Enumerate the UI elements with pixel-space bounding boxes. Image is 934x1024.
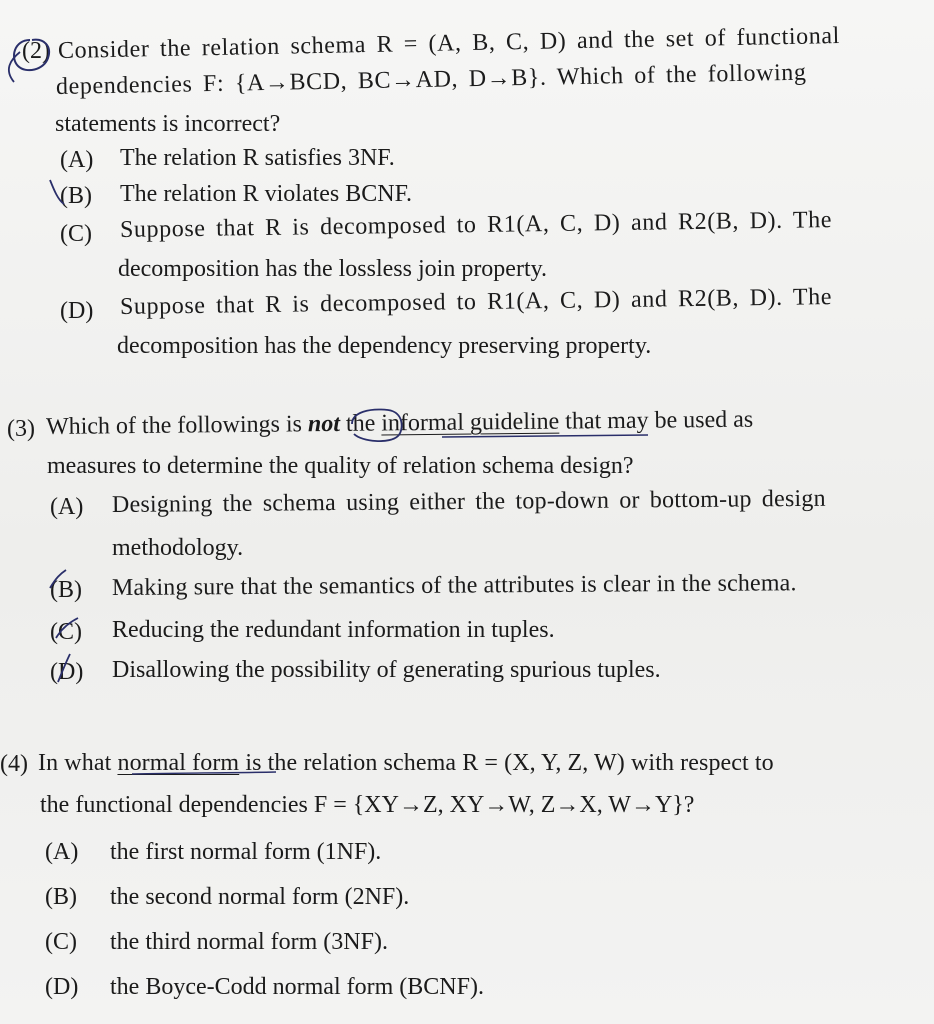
option-text: The relation R violates BCNF. xyxy=(120,181,413,207)
emphasis-not: not xyxy=(307,410,341,438)
option-text: Disallowing the possibility of generating spurious tuples. xyxy=(112,657,661,683)
option-text: decomposition has the lossless join property. xyxy=(118,256,548,282)
question-stem-line: measures to determine the quality of relation schema design? xyxy=(47,453,634,479)
option-label: (A) xyxy=(50,494,84,520)
stem-text: is the relation schema R = (X, Y, Z, W) with respect to xyxy=(245,750,774,776)
option-text: Designing the schema using either the top-down or bottom-up design xyxy=(111,485,826,518)
option-text: decomposition has the dependency preserving property. xyxy=(117,333,652,359)
option-text: Suppose that R is decomposed to R1(A, C, D) and R2(B, D). The xyxy=(119,207,833,243)
option-label: (C) xyxy=(50,619,82,645)
option-label: (C) xyxy=(45,929,77,955)
stem-text: In what xyxy=(38,750,112,776)
question-stem-line: dependencies F: {A→BCD, BC→AD, D→B}. Which of the following xyxy=(55,59,807,100)
option-text: The relation R satisfies 3NF. xyxy=(120,145,395,171)
stem-text: Which of the followings is xyxy=(45,411,303,440)
stem-text: that may be used as xyxy=(565,406,754,435)
option-label: (B) xyxy=(50,577,82,603)
option-text: the second normal form (2NF). xyxy=(110,884,410,910)
question-number: (3) xyxy=(7,416,35,442)
option-label: (D) xyxy=(45,974,79,1000)
option-text: Making sure that the semantics of the attributes is clear in the schema. xyxy=(111,570,797,601)
option-text: the first normal form (1NF). xyxy=(110,839,382,865)
option-label: (B) xyxy=(45,884,77,910)
stem-text: the xyxy=(345,410,376,437)
option-label: (A) xyxy=(45,839,79,865)
question-number: (2) xyxy=(22,38,50,64)
option-text: Suppose that R is decomposed to R1(A, C, D) and R2(B, D). The xyxy=(119,284,833,320)
option-label: (D) xyxy=(50,659,84,685)
option-label: (C) xyxy=(60,221,92,247)
question-number: (4) xyxy=(0,751,28,777)
option-text: methodology. xyxy=(112,535,244,561)
underlined-phrase: informal guideline xyxy=(381,408,560,437)
question-stem-line: the functional dependencies F = {XY→Z, XY→W, Z→X, W→Y}? xyxy=(40,792,695,818)
option-text: the Boyce-Codd normal form (BCNF). xyxy=(110,974,484,1000)
option-label: (D) xyxy=(60,298,94,324)
option-text: Reducing the redundant information in tuples. xyxy=(112,617,555,643)
question-stem-line xyxy=(46,405,753,442)
question-stem-line xyxy=(38,748,774,778)
option-label: (B) xyxy=(60,183,92,209)
option-text: the third normal form (3NF). xyxy=(110,929,388,955)
question-stem-line: statements is incorrect? xyxy=(55,111,281,137)
underlined-phrase: normal form xyxy=(117,750,240,776)
question-stem-line: Consider the relation schema R = (A, B, C, D) and the set of functional xyxy=(57,22,841,64)
option-label: (A) xyxy=(60,147,94,173)
pen-stroke-mark xyxy=(9,52,20,82)
